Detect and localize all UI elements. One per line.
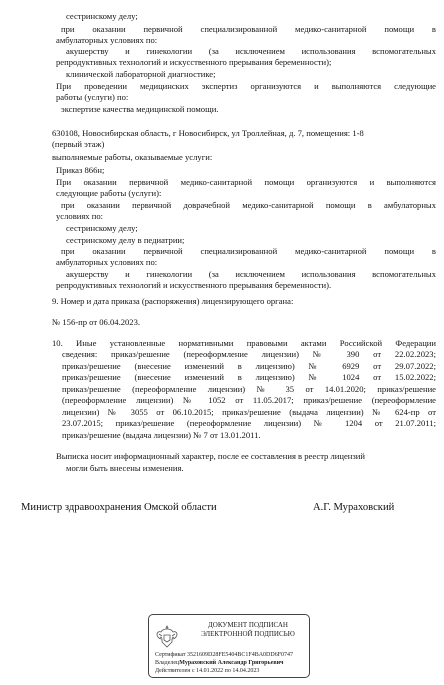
section-heading: 10. Иные установленные нормативными правовыми актами Российской Федерации: [52, 338, 436, 348]
certificate-row: [155, 651, 293, 659]
signatory-name: А.Г. Мураховский: [313, 502, 395, 513]
signatory-position: Министр здравоохранения Омской области: [21, 502, 217, 513]
text-line: сведения: приказ/решение (переоформление лицензии) № 390 от 22.02.2023;: [62, 349, 436, 359]
text-line: сестринскому делу в педиатрии;: [66, 235, 185, 245]
electronic-signature-stamp: [148, 614, 310, 678]
text-line: 23.07.2015; приказ/решение (переоформление лицензии) № 1204 от 21.07.2011;: [62, 418, 436, 428]
text-line: Приказ 866н;: [56, 165, 105, 175]
text-line: приказ/решение (внесение изменений в лицензию) № 6929 от 29.07.2022;: [62, 361, 436, 371]
text-line: репродуктивных технологий и искусственного прерывания беременности).: [56, 280, 332, 290]
owner-row: [155, 659, 283, 667]
text-line: условиях по:: [56, 211, 104, 221]
text-line: (переоформление лицензии) № 1052 от 11.05.2017; приказ/решение (переоформление: [62, 395, 436, 405]
text-line: акушерству и гинекологии (за исключением использования вспомогательных: [66, 269, 436, 279]
text-line: При оказании первичной медико-санитарной помощи организуются и выполняются: [56, 177, 436, 187]
disclaimer: Выписка носит информационный характер, после ее составления в реестр лицензий: [56, 451, 365, 461]
text-line: приказ/решение (внесение изменений в лицензию) № 1024 от 15.02.2022;: [62, 372, 436, 382]
text-line: При проведении медицинских экспертиз организуются и выполняются следующие: [56, 81, 436, 91]
validity-row: Действителен с 14.01.2022 по 14.04.2023: [155, 668, 260, 674]
text-line: выполняемые работы, оказываемые услуги:: [52, 152, 213, 162]
text-line: амбулаторных условиях по:: [56, 35, 158, 45]
text-line: сестринскому делу;: [66, 11, 138, 21]
certificate-value: 3521609D28FE5404BC1F4BA0DD6F0747: [187, 652, 294, 658]
address-line: 630108, Новосибирская область, г Новосибирск, ул Троллейная, д. 7, помещения: 1-8: [52, 128, 364, 138]
text-line: акушерству и гинекологии (за исключением использования вспомогательных: [66, 46, 436, 56]
text-line: лицензии) № 3055 от 06.10.2015; приказ/решение (выдача лицензии) № 624-пр от: [62, 407, 436, 417]
section-heading: 9. Номер и дата приказа (распоряжения) лицензирующего органа:: [52, 296, 294, 306]
text-line: при оказании первичной специализированной медико-санитарной помощи в: [61, 24, 436, 34]
stamp-subtitle: ЭЛЕКТРОННОЙ ПОДПИСЬЮ: [201, 630, 295, 638]
owner-label: Владелец: [155, 660, 180, 666]
text-line: сестринскому делу;: [66, 223, 138, 233]
text-line: при оказании первичной доврачебной медико-санитарной помощи в амбулаторных: [61, 200, 436, 210]
text-line: репродуктивных технологий и искусственного прерывания беременности);: [56, 57, 332, 67]
coat-of-arms-icon: [155, 624, 179, 650]
text-line: экспертизе качества медицинской помощи.: [61, 104, 219, 114]
order-number: № 156-пр от 06.04.2023.: [52, 317, 141, 327]
text-line: следующие работы (услуги):: [56, 188, 162, 198]
text-line: клинической лабораторной диагностике;: [66, 69, 216, 79]
text-line: приказ/решение (переоформление лицензии) № 35 от 14.01.2020; приказ/решение: [62, 384, 436, 394]
certificate-label: Сертификат: [155, 652, 186, 658]
owner-value: Мураховский Александр Григорьевич: [179, 660, 284, 666]
disclaimer: могли быть внесены изменения.: [66, 463, 184, 473]
text-line: приказ/решение (выдача лицензии) № 7 от 13.01.2011.: [62, 430, 261, 440]
stamp-title: ДОКУМЕНТ ПОДПИСАН: [208, 621, 288, 629]
text-line: работы (услуги) по:: [56, 92, 129, 102]
address-line: (первый этаж): [52, 139, 105, 149]
text-line: амбулаторных условиях по:: [56, 257, 158, 267]
text-line: при оказании первичной специализированной медико-санитарной помощи в: [61, 246, 436, 256]
